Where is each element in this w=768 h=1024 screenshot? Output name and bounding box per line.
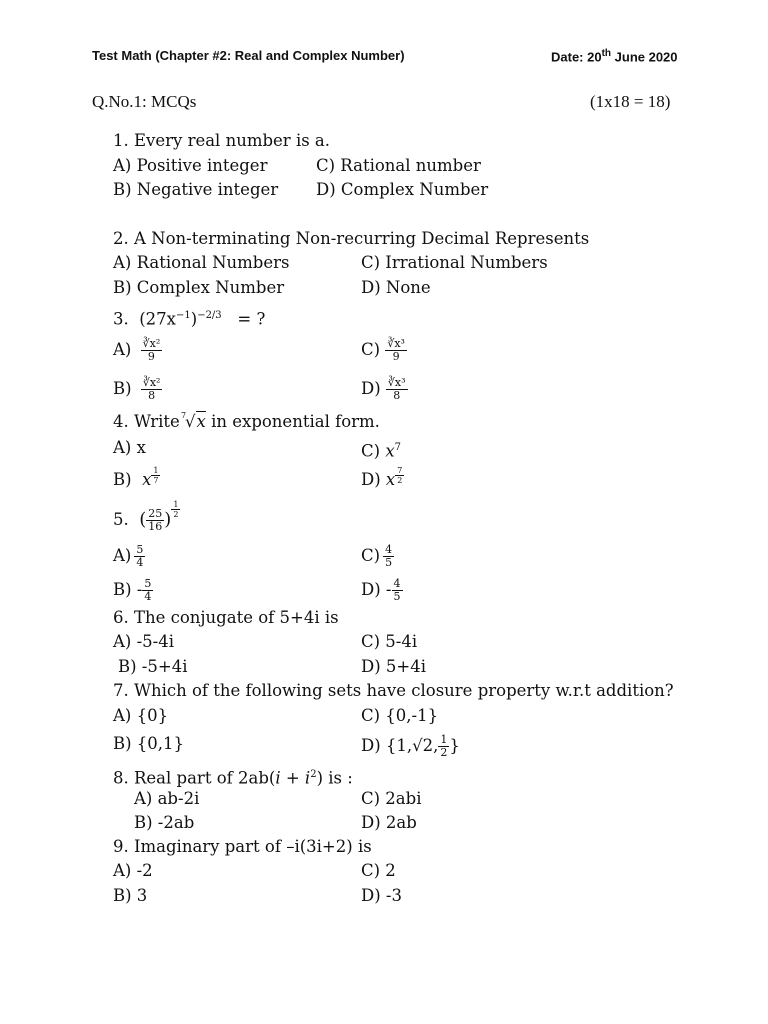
q2-option-b: B) Complex Number bbox=[113, 278, 285, 297]
question-9-stem: 9. Imaginary part of –i(3i+2) is bbox=[113, 837, 372, 856]
question-1-stem: 1. Every real number is a. bbox=[113, 131, 331, 150]
q1-option-c: C) Rational number bbox=[316, 156, 481, 175]
q5-option-d: D) - $\frac{4}{5}$ bbox=[361, 577, 401, 603]
q4-option-c: C) $x^7$ bbox=[361, 441, 401, 461]
question-8-stem: 8. Real part of $2ab(i + i^2)$ is : bbox=[113, 768, 353, 788]
q7-option-d: D) {1,√2, $\frac{1}{2}$ } bbox=[361, 733, 460, 759]
q3-option-a: A) $\frac{\text{∛x²}}{9}$ bbox=[113, 337, 161, 363]
q8-option-c: C) 2abi bbox=[361, 789, 422, 808]
q4-option-d: D) x $\frac{7}{2}$ bbox=[361, 466, 403, 489]
q6-option-a: A) -5-4i bbox=[113, 632, 175, 651]
section-heading: Q.No.1: MCQs bbox=[92, 92, 197, 111]
section-marks: (1x18 = 18) bbox=[590, 92, 671, 111]
question-3-stem: 3. $(27x^{-1})^{-2/3}$ = ? bbox=[113, 309, 266, 329]
q9-option-a: A) -2 bbox=[113, 861, 153, 880]
q1-option-b: B) Negative integer bbox=[113, 180, 279, 199]
q2-option-a: A) Rational Numbers bbox=[113, 253, 290, 272]
q1-option-d: D) Complex Number bbox=[316, 180, 489, 199]
q8-option-d: D) 2ab bbox=[361, 813, 417, 832]
q8-option-b: B) -2ab bbox=[134, 813, 195, 832]
q3-option-b: B) $\frac{\text{∛x²}}{8}$ bbox=[113, 376, 161, 402]
q9-option-b: B) 3 bbox=[113, 886, 148, 905]
q4-option-a: A) x bbox=[113, 438, 146, 457]
q9-option-c: C) 2 bbox=[361, 861, 396, 880]
question-6-stem: 6. The conjugate of 5+4i is bbox=[113, 608, 339, 627]
q6-option-b: B) -5+4i bbox=[118, 657, 188, 676]
question-7-stem: 7. Which of the following sets have closure property w.r.t addition? bbox=[113, 681, 674, 700]
q3-option-d: D) $\frac{\text{∛x³}}{8}$ bbox=[361, 376, 406, 402]
q7-option-c: C) {0,-1} bbox=[361, 706, 439, 725]
q6-option-d: D) 5+4i bbox=[361, 657, 427, 676]
q8-option-a: A) ab-2i bbox=[134, 789, 200, 808]
q2-option-c: C) Irrational Numbers bbox=[361, 253, 548, 272]
q3-option-c: C) $\frac{\text{∛x³}}{9}$ bbox=[361, 337, 405, 363]
q2-option-d: D) None bbox=[361, 278, 431, 297]
q6-option-c: C) 5-4i bbox=[361, 632, 418, 651]
q5-option-c: C) $\frac{4}{5}$ bbox=[361, 543, 393, 569]
root-symbol: 7 √x bbox=[181, 411, 206, 431]
q9-option-d: D) -3 bbox=[361, 886, 402, 905]
test-title: Test Math (Chapter #2: Real and Complex Number) bbox=[92, 48, 405, 63]
test-date: Date: 20th June 2020 bbox=[551, 48, 678, 65]
question-2-stem: 2. A Non-terminating Non-recurring Decimal Represents bbox=[113, 229, 590, 248]
q1-option-a: A) Positive integer bbox=[113, 156, 268, 175]
q4-option-b: B) x $\frac{1}{7}$ bbox=[113, 466, 159, 489]
q5-option-b: B) - $\frac{5}{4}$ bbox=[113, 577, 152, 603]
q5-option-a: A) $\frac{5}{4}$ bbox=[113, 543, 144, 569]
question-5-stem: 5. ( $\frac{25}{16}$ ) $\frac{1}{2}$ bbox=[113, 500, 179, 533]
q7-option-b: B) {0,1} bbox=[113, 734, 185, 753]
question-4-stem: 4. Write 7 √x in exponential form. bbox=[113, 411, 380, 431]
q7-option-a: A) {0} bbox=[113, 706, 169, 725]
